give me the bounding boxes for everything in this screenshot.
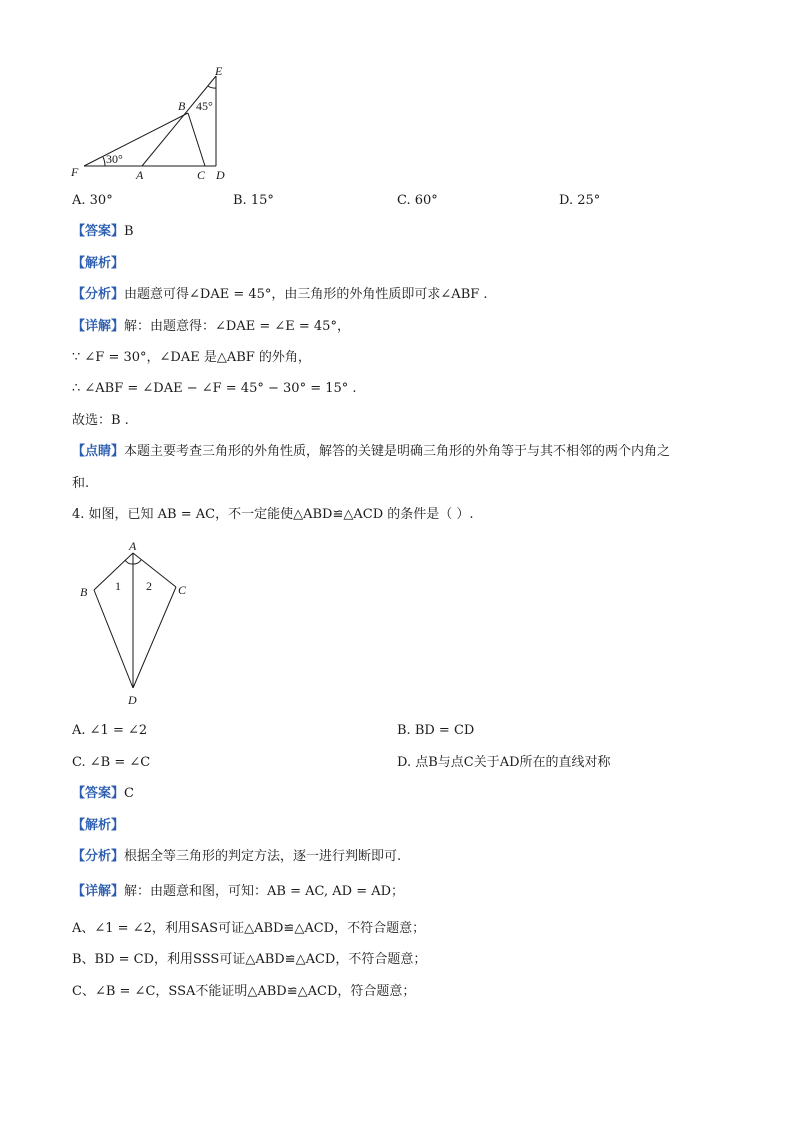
label-E: E xyxy=(215,64,223,78)
line-tag: 【详解】 xyxy=(72,319,125,334)
line-text: 根据全等三角形的判定方法，逐一进行判断即可. xyxy=(124,849,402,864)
label-A: A xyxy=(129,539,137,553)
q3-line-detail xyxy=(72,319,350,335)
q4-stem: 4. 如图，已知 AB = AC，不一定能使△ABD≌△ACD 的条件是（ ）. xyxy=(72,507,474,522)
q4-answer xyxy=(72,786,134,802)
label-C: C xyxy=(197,168,206,182)
angle-2-arc xyxy=(133,560,141,564)
q4-line-a: A、∠1 = ∠2，利用SAS可证△ABD≌△ACD，不符合题意； xyxy=(72,921,426,936)
q4-option-c: C. ∠B = ∠C xyxy=(72,755,151,770)
answer-value: C xyxy=(124,786,134,801)
segment-BC xyxy=(188,113,205,166)
q3-analysis-tag: 【解析】 xyxy=(72,256,125,271)
label-A: A xyxy=(136,168,144,182)
q3-line-because: ∵ ∠F = 30°，∠DAE 是△ABF 的外角， xyxy=(72,350,311,365)
line-tag: 【分析】 xyxy=(72,849,125,864)
label-D: D xyxy=(128,693,137,707)
q4-option-b: B. BD = CD xyxy=(397,723,475,738)
q4-option-d: D. 点B与点C关于AD所在的直线对称 xyxy=(397,755,611,770)
angle-30-label: 30° xyxy=(106,152,123,166)
q3-line-analysis xyxy=(72,287,488,303)
q3-triangle-figure xyxy=(65,62,235,187)
angle-E-arc xyxy=(208,86,216,88)
angle-45-label: 45° xyxy=(196,99,213,113)
q3-line-choose: 故选：B . xyxy=(72,413,129,428)
q3-option-d: D. 25° xyxy=(559,193,601,208)
q4-line-c: C、∠B = ∠C，SSA不能证明△ABD≌△ACD，符合题意； xyxy=(72,984,416,999)
answer-tag: 【答案】 xyxy=(72,786,125,801)
angle-2-label: 2 xyxy=(146,579,152,593)
segment-BD xyxy=(94,590,133,688)
q3-option-a: A. 30° xyxy=(72,193,113,208)
q4-kite-figure xyxy=(70,538,200,708)
angle-F-arc xyxy=(103,157,105,166)
q3-option-b: B. 15° xyxy=(233,193,274,208)
line-tag: 【分析】 xyxy=(72,287,125,302)
answer-value: B xyxy=(124,224,134,239)
q4-analysis-tag: 【解析】 xyxy=(72,818,125,833)
q3-option-c: C. 60° xyxy=(397,193,438,208)
angle-1-label: 1 xyxy=(115,579,121,593)
segment-AB xyxy=(94,553,133,590)
line-tag: 【点睛】 xyxy=(72,444,125,459)
label-F: F xyxy=(71,165,79,179)
segment-AE xyxy=(142,76,216,166)
label-D: D xyxy=(216,168,225,182)
segment-AC xyxy=(133,553,176,587)
q3-line-therefore: ∴ ∠ABF = ∠DAE − ∠F = 45° − 30° = 15° . xyxy=(72,381,357,396)
q4-line-analysis xyxy=(72,849,401,865)
q3-line-comment-cont: 和. xyxy=(72,476,90,491)
q3-answer xyxy=(72,224,134,240)
answer-tag: 【答案】 xyxy=(72,224,125,239)
line-text: 解：由题意得：∠DAE = ∠E = 45°， xyxy=(124,319,350,334)
q3-line-comment xyxy=(72,444,670,460)
label-B: B xyxy=(178,99,186,113)
segment-FB xyxy=(84,113,188,166)
label-B: B xyxy=(80,585,88,599)
label-C: C xyxy=(178,583,187,597)
segment-CD xyxy=(133,587,176,688)
line-tag: 【详解】 xyxy=(72,884,125,899)
line-text: 由题意可得∠DAE = 45°，由三角形的外角性质即可求∠ABF . xyxy=(124,287,488,302)
q4-option-a: A. ∠1 = ∠2 xyxy=(72,723,148,738)
angle-1-arc xyxy=(125,560,133,564)
line-text: 解：由题意和图，可知：AB = AC, AD = AD； xyxy=(124,884,405,899)
q4-line-detail xyxy=(72,884,404,900)
line-text: 本题主要考查三角形的外角性质，解答的关键是明确三角形的外角等于与其不相邻的两个内角之 xyxy=(124,444,671,459)
q4-line-b: B、BD = CD，利用SSS可证△ABD≌△ACD，不符合题意； xyxy=(72,952,427,967)
